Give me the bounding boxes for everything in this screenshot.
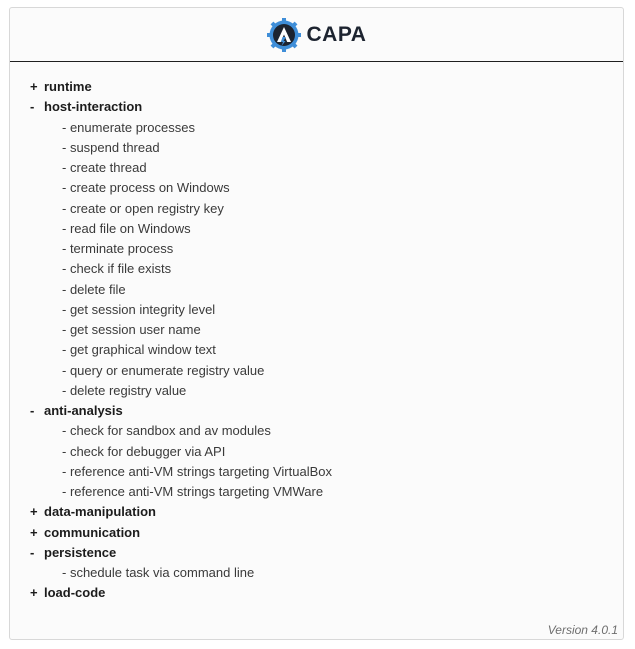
capability-item: - suspend thread bbox=[62, 139, 160, 155]
capability-item: - check for debugger via API bbox=[62, 443, 226, 459]
capability-item: - enumerate processes bbox=[62, 119, 195, 135]
expand-toggle[interactable]: + bbox=[30, 585, 38, 601]
category-data-manipulation[interactable] bbox=[10, 502, 623, 522]
capability-item: - terminate process bbox=[62, 241, 174, 256]
category-communication[interactable] bbox=[10, 523, 623, 543]
capability-item: - delete file bbox=[62, 281, 126, 297]
capability-item: - delete registry value bbox=[62, 382, 187, 398]
category-anti-analysis[interactable] bbox=[10, 401, 623, 421]
capability-item: - create thread bbox=[62, 160, 147, 175]
version-label: Version 4.0.1 bbox=[547, 623, 618, 637]
expand-toggle[interactable]: + bbox=[30, 504, 38, 520]
header bbox=[10, 8, 623, 62]
expand-toggle[interactable]: + bbox=[30, 524, 38, 540]
category-label: persistence bbox=[44, 544, 117, 560]
collapse-toggle[interactable]: - bbox=[30, 403, 35, 418]
capability-item: - get graphical window text bbox=[62, 342, 216, 358]
category-label: host-interaction bbox=[44, 99, 143, 115]
capability-item: - query or enumerate registry value bbox=[62, 362, 265, 378]
capability-tree bbox=[10, 77, 623, 604]
capability-item: - get session user name bbox=[62, 322, 201, 337]
capability-item: - reference anti-VM strings targeting VirtualBox bbox=[62, 463, 332, 479]
capa-logo-icon bbox=[267, 18, 301, 52]
category-runtime[interactable] bbox=[10, 77, 623, 97]
category-label: communication bbox=[44, 524, 141, 540]
collapse-toggle[interactable]: - bbox=[30, 544, 35, 560]
capability-item: - check if file exists bbox=[62, 261, 172, 277]
capability-item: - create or open registry key bbox=[62, 200, 224, 216]
capability-item: - create process on Windows bbox=[62, 180, 230, 196]
capability-item: - check for sandbox and av modules bbox=[62, 423, 271, 439]
category-label: runtime bbox=[44, 79, 92, 94]
capability-item: - reference anti-VM strings targeting VMWare bbox=[62, 484, 324, 499]
category-persistence[interactable] bbox=[10, 543, 623, 563]
category-host-interaction[interactable] bbox=[10, 97, 623, 117]
capability-item: - get session integrity level bbox=[62, 301, 216, 317]
expand-toggle[interactable]: + bbox=[30, 79, 38, 94]
capability-item: - schedule task via command line bbox=[62, 565, 255, 580]
capability-item: - read file on Windows bbox=[62, 220, 191, 236]
category-load-code[interactable] bbox=[10, 583, 623, 603]
category-label: data-manipulation bbox=[44, 504, 156, 520]
logo-text: CAPA bbox=[306, 22, 367, 46]
category-label: load-code bbox=[44, 585, 106, 601]
category-label: anti-analysis bbox=[44, 403, 123, 418]
collapse-toggle[interactable]: - bbox=[30, 99, 35, 115]
capa-panel bbox=[9, 7, 624, 640]
